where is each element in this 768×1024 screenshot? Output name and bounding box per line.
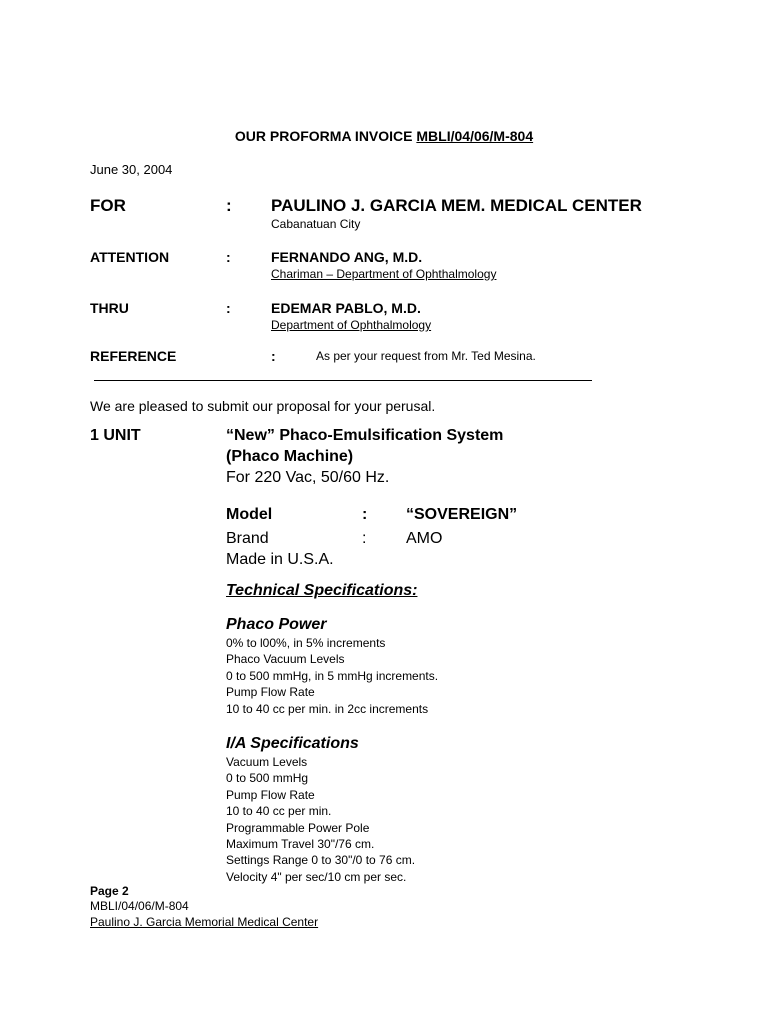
model-colon: : [362, 506, 368, 523]
spec-line: Phaco Vacuum Levels [226, 652, 345, 667]
divider-rule [94, 380, 592, 381]
phaco-power-heading: Phaco Power [226, 616, 327, 633]
for-label: FOR [90, 196, 126, 215]
attention-sub: Chariman – Department of Ophthalmology [271, 267, 497, 281]
thru-sub: Department of Ophthalmology [271, 318, 432, 332]
attention-colon: : [226, 249, 231, 265]
brand-value: AMO [406, 530, 443, 547]
spec-line: 10 to 40 cc per min. [226, 804, 332, 819]
made-in: Made in U.S.A. [226, 551, 334, 568]
product-qty: 1 UNIT [90, 427, 141, 444]
phaco-power-list [226, 635, 438, 717]
thru-label: THRU [90, 300, 129, 316]
spec-line: Velocity 4" per sec/10 cm per sec. [226, 869, 407, 884]
brand-label: Brand [226, 530, 269, 547]
for-colon: : [226, 196, 232, 215]
for-sub: Cabanatuan City [271, 217, 361, 231]
ia-spec-heading: I/A Specifications [226, 735, 359, 752]
product-power: For 220 Vac, 50/60 Hz. [226, 469, 390, 486]
spec-line: 10 to 40 cc per min. in 2cc increments [226, 701, 429, 716]
footer-client: Paulino J. Garcia Memorial Medical Center [90, 915, 319, 929]
footer-page: Page 2 [90, 884, 129, 898]
spec-line: Settings Range 0 to 30"/0 to 76 cm. [226, 853, 416, 868]
spec-line: Vacuum Levels [226, 755, 308, 769]
attention-value: FERNANDO ANG, M.D. [271, 249, 423, 265]
product-name-line2: (Phaco Machine) [226, 448, 354, 465]
spec-line: 0% to l00%, in 5% increments [226, 636, 386, 650]
spec-line: Programmable Power Pole [226, 820, 370, 835]
intro-text: We are pleased to submit our proposal for your perusal. [90, 398, 436, 414]
tech-spec-heading: Technical Specifications: [226, 582, 418, 599]
reference-colon: : [271, 348, 276, 364]
for-value: PAULINO J. GARCIA MEM. MEDICAL CENTER [271, 196, 642, 215]
spec-line: Pump Flow Rate [226, 685, 315, 700]
thru-value: EDEMAR PABLO, M.D. [271, 300, 421, 316]
spec-line: Maximum Travel 30"/76 cm. [226, 837, 375, 852]
spec-line: 0 to 500 mmHg, in 5 mmHg increments. [226, 668, 439, 683]
invoice-title-prefix: OUR PROFORMA INVOICE [234, 128, 417, 144]
model-label: Model [226, 506, 273, 523]
reference-label: REFERENCE [90, 348, 177, 364]
invoice-date: June 30, 2004 [90, 162, 173, 177]
reference-value: As per your request from Mr. Ted Mesina. [316, 349, 536, 363]
invoice-title [0, 128, 768, 144]
brand-colon: : [362, 530, 367, 547]
model-value: “SOVEREIGN” [406, 506, 518, 523]
spec-line: Pump Flow Rate [226, 787, 315, 802]
product-name-line1: “New” Phaco-Emulsification System [226, 427, 504, 444]
attention-label: ATTENTION [90, 249, 170, 265]
ia-spec-list [226, 754, 415, 885]
invoice-number: MBLI/04/06/M-804 [416, 128, 534, 144]
spec-line: 0 to 500 mmHg [226, 771, 309, 786]
footer-ref: MBLI/04/06/M-804 [90, 899, 189, 913]
thru-colon: : [226, 300, 231, 316]
